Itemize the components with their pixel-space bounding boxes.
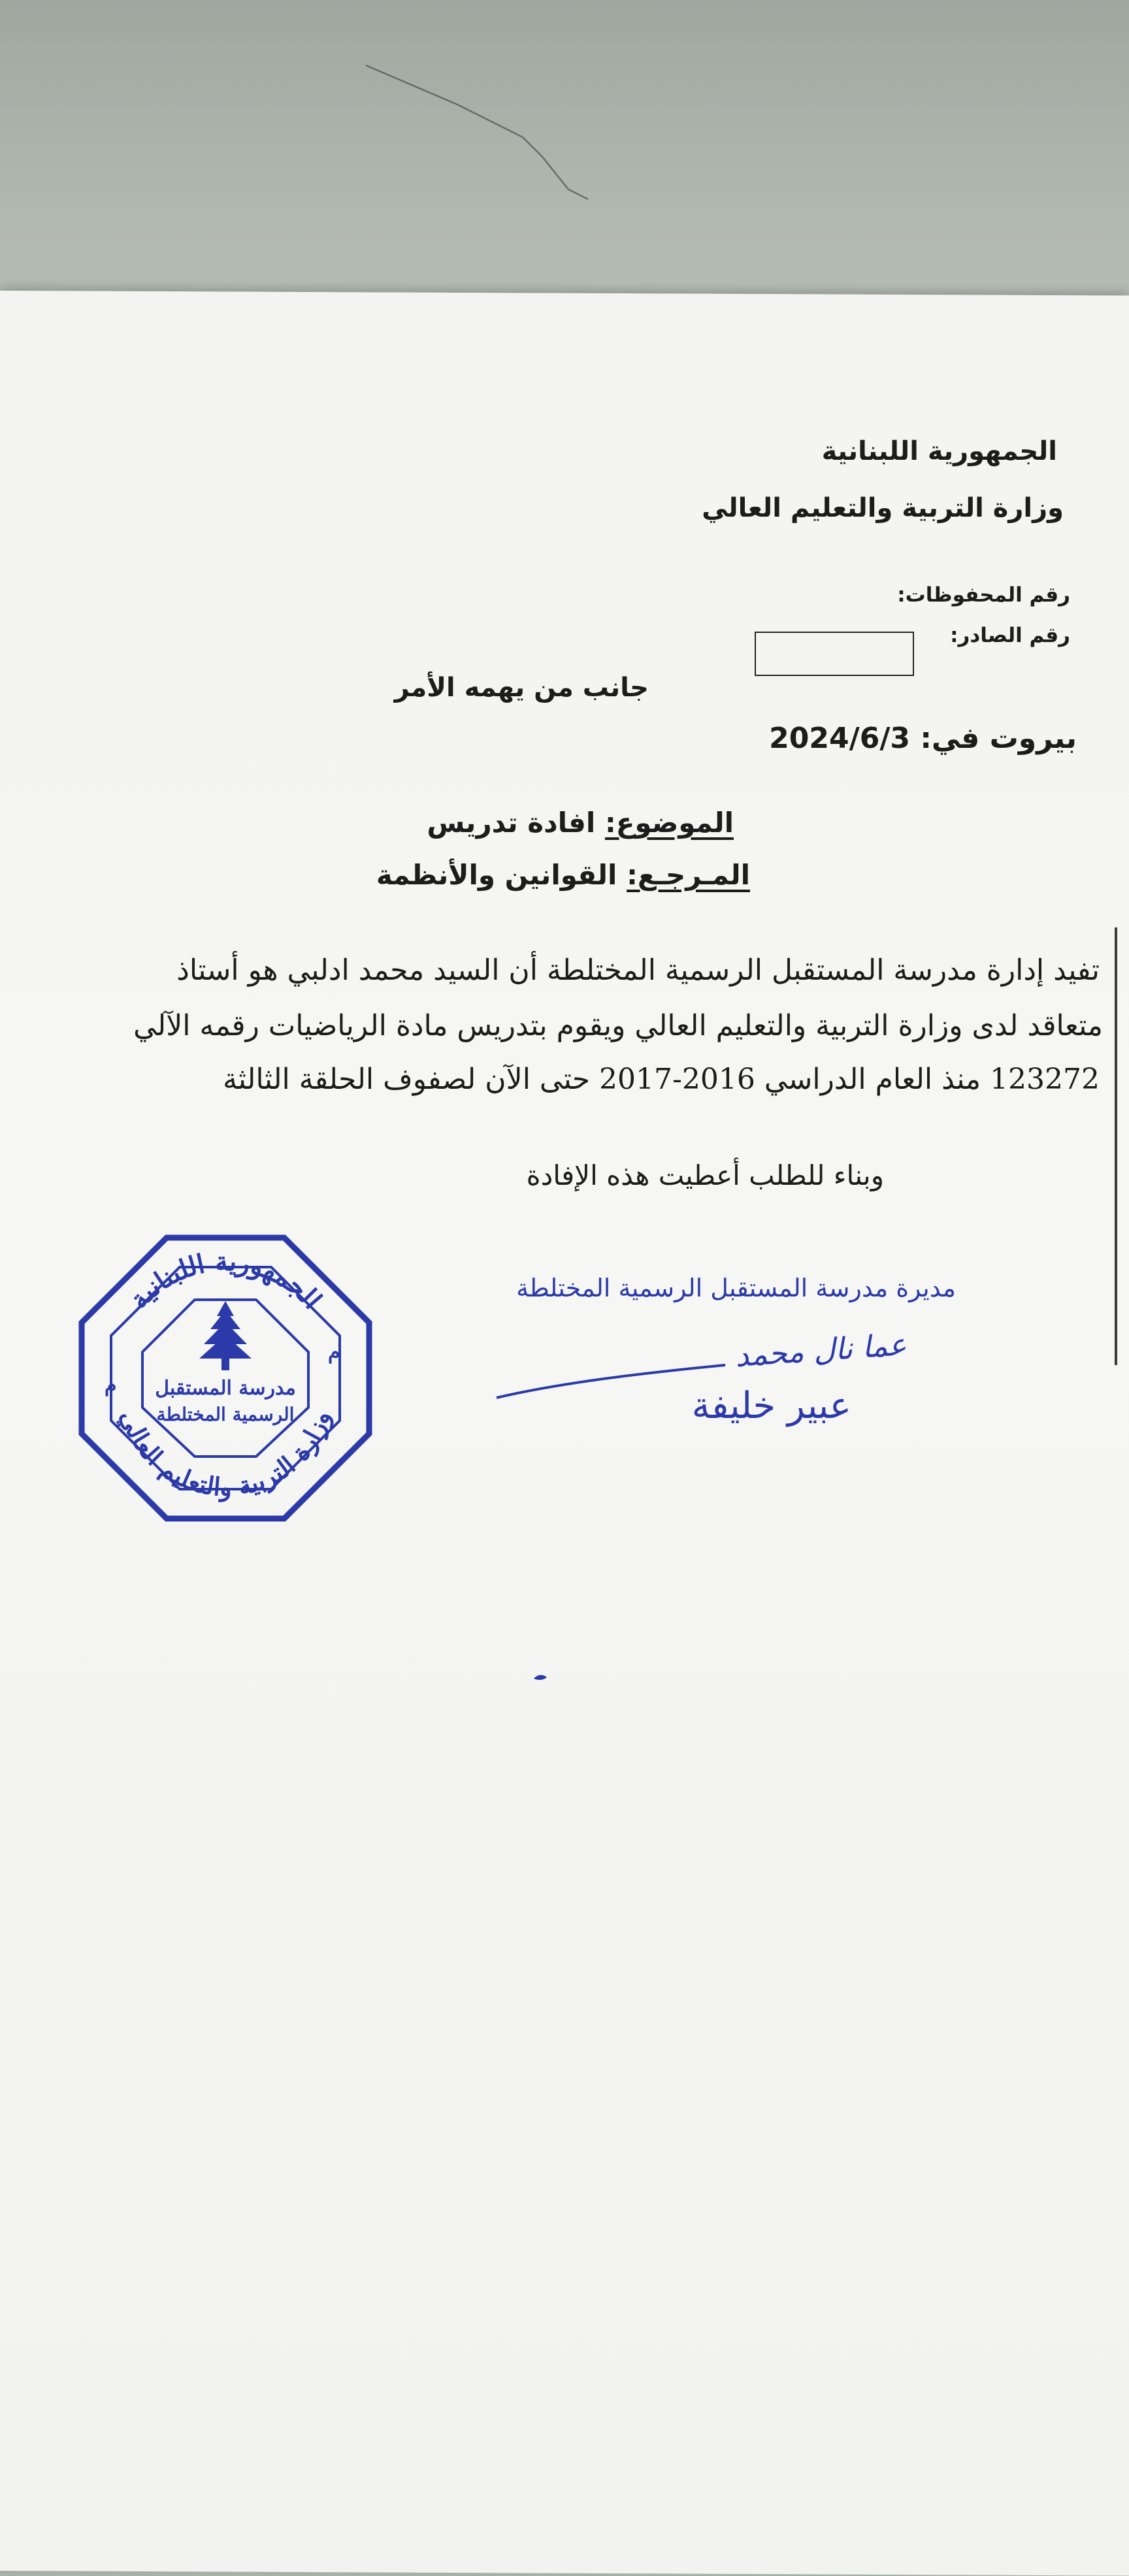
reference-label: المـرجـع:	[627, 859, 750, 891]
outgoing-number-box	[755, 632, 914, 676]
stamp-outer-bottom-text: وزارة التربية والتعليم العالي	[114, 1406, 336, 1502]
body-line-1: تفيد إدارة مدرسة المستقبل الرسمية المختلطة أن السيد محمد ادلبي هو أستاذ	[176, 954, 1100, 987]
subject-line	[427, 807, 734, 839]
stamp-inner-line-2: الرسمية المختلطة	[156, 1404, 295, 1425]
cedar-tree-icon	[199, 1301, 252, 1370]
subject-label: الموضوع:	[604, 807, 734, 839]
stamp-inner-line-1: مدرسة المستقبل	[155, 1377, 296, 1400]
reference-text: القوانين والأنظمة	[376, 859, 617, 891]
signatory-title: مديرة مدرسة المستقبل الرسمية المختلطة	[516, 1274, 956, 1302]
signatory-name: عبير خليفة	[691, 1385, 851, 1427]
addressee: جانب من يهمه الأمر	[394, 673, 649, 703]
surface-crack	[0, 0, 1129, 307]
school-stamp	[72, 1228, 379, 1528]
subject-text: افادة تدريس	[427, 807, 596, 839]
closing-line: وبناء للطلب أعطيت هذه الإفادة	[526, 1159, 884, 1191]
country-heading: الجمهورية اللبنانية	[821, 436, 1057, 466]
page-edge-shadow	[1115, 927, 1117, 1365]
body-line-3: 123272 منذ العام الدراسي 2016-2017 حتى الآن لصفوف الحلقة الثالثة	[223, 1063, 1100, 1096]
stamp-mark-left: م	[105, 1374, 117, 1396]
outgoing-number-label: رقم الصادر:	[950, 624, 1070, 647]
signature-scribble: عما نال محمد	[734, 1326, 908, 1374]
reference-line	[376, 859, 750, 891]
ministry-heading: وزارة التربية والتعليم العالي	[702, 493, 1064, 523]
body-line-2: متعاقد لدى وزارة التربية والتعليم العالي ويقوم بتدريس مادة الرياضيات رقمه الآلي	[133, 1009, 1103, 1042]
stamp-outer-top-text: الجمهورية اللبنانية	[123, 1246, 328, 1315]
date-line: بيروت في: 2024/6/3	[769, 722, 1077, 755]
ink-dot	[532, 1673, 548, 1681]
stamp-mark-right: م	[328, 1341, 340, 1364]
archive-number-label: رقم المحفوظات:	[897, 583, 1070, 607]
